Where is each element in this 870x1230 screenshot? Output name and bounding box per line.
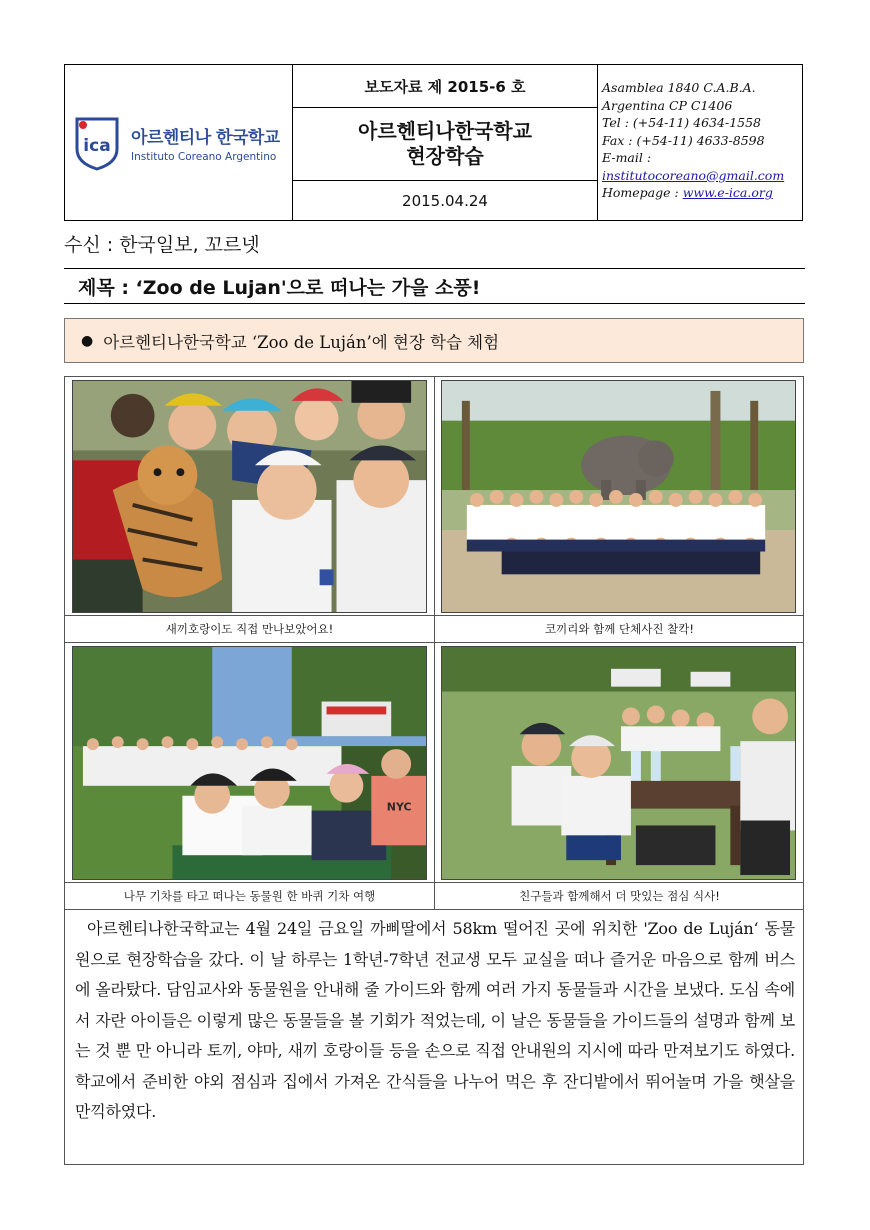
email-link[interactable]: institutocoreano@gmail.com (602, 167, 785, 183)
release-title-line1: 아르헨티나한국학교 (358, 119, 532, 143)
photo-grid (64, 376, 804, 910)
email-label: E-mail : (602, 150, 652, 165)
article-body (64, 910, 804, 1165)
photo-caption: 새끼호랑이도 직접 만나보았어요! (165, 622, 334, 636)
logo-mark-text: ica (83, 135, 111, 156)
homepage-label: Homepage : (602, 185, 679, 200)
school-logo-cell (65, 65, 293, 220)
grid-divider (65, 615, 803, 616)
homepage-link[interactable]: www.e-ica.org (682, 185, 773, 200)
grid-divider-vertical (434, 377, 435, 909)
bullet-dot-icon: ● (81, 332, 94, 349)
release-info-cell (293, 65, 598, 220)
address-line1: Asamblea 1840 C.A.B.A. (602, 80, 756, 95)
school-logo-icon (73, 115, 121, 171)
photo-caption: 친구들과 함께해서 더 맛있는 점심 식사! (519, 889, 720, 903)
tel-line: Tel : (+54-11) 4634-1558 (602, 115, 762, 130)
release-title (293, 108, 597, 181)
school-name-spanish: Instituto Coreano Argentino (131, 150, 277, 163)
recipients: 수신 : 한국일보, 꼬르넷 (64, 234, 260, 256)
contact-info (598, 65, 802, 220)
photo-picnic-lunch (441, 646, 796, 880)
photo-caption: 코끼리와 함께 단체사진 찰칵! (545, 622, 694, 636)
address-line2: Argentina CP C1406 (602, 97, 733, 113)
school-name-korean: 아르헨티나 한국학교 (131, 127, 280, 148)
fax-line: Fax : (+54-11) 4633-8598 (602, 132, 765, 148)
release-title-line2: 현장학습 (406, 144, 484, 168)
photo-train-ride (72, 646, 427, 880)
issue-number: 보도자료 제 2015-6 호 (293, 65, 597, 108)
article-paragraph: 아르헨티나한국학교는 4월 24일 금요일 까삐딸에서 58km 떨어진 곳에 위치한 'Zoo de Luján‘ 동물원으로 현장학습을 갔다. 이 날 하루는 1학년-7학년 전교생 모두 교실을 떠나 즐거운 마음으로 함께 버스에 올라탔다. 담임교사와 동물원을 안내해 줄 가이드와 함께 여러 가지 동물들과 시간을 보냈다. 도심 속에서 자란 아이들은 이렇게 많은 동물들을 볼 기회가 적었는데, 이 날은 동물들을 가이드들의 설명과 함께 보는 것 뿐 만 아니라 토끼, 야마, 새끼 호랑이들 등을 손으로 직접 안내원의 지시에 따라 만져보기도 하였다. 학교에서 준비한 야외 점심과 집에서 가져온 간식들을 나누어 먹은 후 잔디밭에서 뛰어놀며 가을 햇살을 만끽하였다. (75, 919, 795, 1121)
grid-divider (65, 642, 803, 643)
section-heading: 아르헨티나한국학교 ‘Zoo de Luján’에 현장 학습 체험 (103, 332, 500, 352)
release-date: 2015.04.24 (402, 191, 488, 210)
section-heading-box (64, 318, 804, 363)
photo-elephant-group (441, 380, 796, 613)
photo-tiger-cub (72, 380, 427, 613)
photo-caption: 나무 기차를 타고 떠나는 동물원 한 바퀴 기차 여행 (123, 889, 376, 903)
press-release-header (64, 64, 803, 221)
shirt-text-nyc: NYC (386, 800, 412, 814)
subject-line: 제목 : ‘Zoo de Lujan'으로 떠나는 가을 소풍! (64, 268, 805, 304)
grid-divider (65, 882, 803, 883)
